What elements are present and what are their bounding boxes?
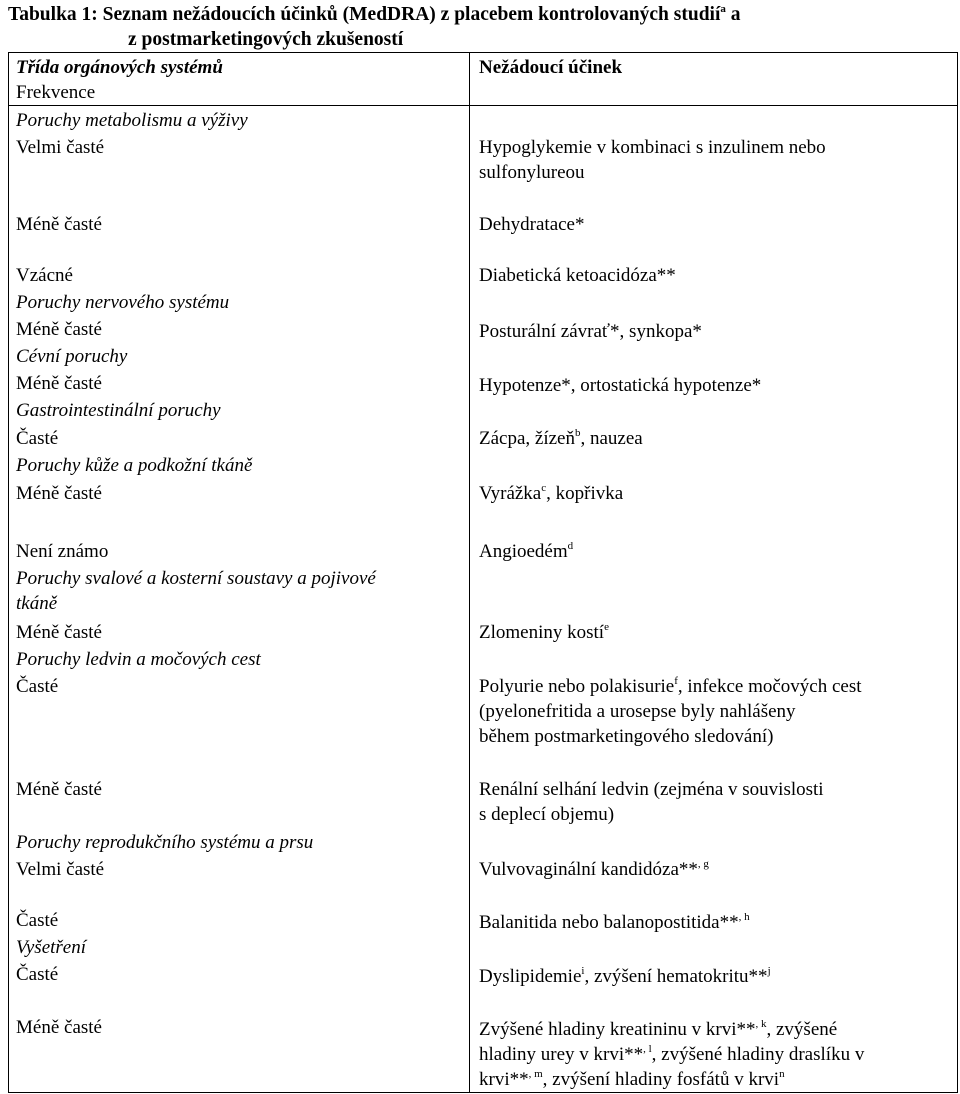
effect-text: , zvýšení hematokritu** bbox=[584, 966, 768, 987]
header-frequency: Frekvence bbox=[16, 82, 96, 103]
effect-cell: Hypotenze*, ortostatická hypotenze* bbox=[479, 375, 762, 396]
effect-cell bbox=[479, 674, 862, 749]
frequency-cell: Méně časté bbox=[16, 622, 102, 643]
effect-text: Zlomeniny kostí bbox=[479, 622, 605, 643]
footnote-marker: , m bbox=[528, 1068, 543, 1080]
header-adverse-effect: Nežádoucí účinek bbox=[479, 57, 623, 78]
soc-gastrointestinal: Gastrointestinální poruchy bbox=[16, 400, 221, 421]
footnote-marker: c bbox=[541, 482, 547, 494]
effect-text: Vyrážka bbox=[479, 483, 542, 504]
effect-text: , infekce močových cest bbox=[677, 676, 862, 697]
table-caption bbox=[8, 2, 953, 52]
soc-line: tkáně bbox=[16, 593, 58, 614]
effect-text: , kopřivka bbox=[546, 483, 624, 504]
caption-line2: z postmarketingových zkušeností bbox=[128, 29, 404, 50]
effect-text: , zvýšené bbox=[766, 1019, 838, 1040]
footnote-marker: i bbox=[581, 965, 585, 977]
soc-line: Poruchy svalové a kosterní soustavy a pojivové bbox=[16, 568, 376, 589]
adverse-effects-table bbox=[8, 52, 958, 1093]
frequency-cell: Časté bbox=[16, 910, 59, 931]
effect-text: hladiny urey v krvi** bbox=[479, 1044, 644, 1065]
soc-vascular: Cévní poruchy bbox=[16, 346, 128, 367]
effect-text: , zvýšené hladiny draslíku v bbox=[651, 1044, 865, 1065]
frequency-cell: Není známo bbox=[16, 541, 109, 562]
soc-reproductive: Poruchy reprodukčního systému a prsu bbox=[16, 832, 314, 853]
effect-cell bbox=[479, 135, 826, 185]
effect-cell bbox=[479, 1017, 864, 1092]
effect-cell bbox=[479, 426, 643, 451]
footnote-marker: b bbox=[574, 427, 581, 439]
effect-line: (pyelonefritida a urosepse byly nahlášeny bbox=[479, 701, 796, 722]
footnote-marker: j bbox=[767, 965, 771, 977]
effect-text: , nauzea bbox=[580, 428, 643, 449]
effect-text: Balanitida nebo balanopostitida** bbox=[479, 912, 739, 933]
frequency-cell: Velmi časté bbox=[16, 137, 105, 158]
caption-line1-end: a bbox=[725, 4, 741, 25]
frequency-cell: Méně časté bbox=[16, 779, 102, 800]
effect-text: Vulvovaginální kandidóza** bbox=[479, 859, 698, 880]
soc-musculoskeletal bbox=[16, 566, 376, 616]
soc-metabolism: Poruchy metabolismu a výživy bbox=[16, 110, 248, 131]
footnote-marker: n bbox=[779, 1068, 785, 1080]
effect-cell bbox=[479, 620, 609, 645]
effect-cell bbox=[479, 964, 771, 989]
frequency-cell: Méně časté bbox=[16, 483, 102, 504]
effect-text: Polyurie nebo polakisurie bbox=[479, 676, 675, 697]
footnote-marker: e bbox=[604, 621, 609, 633]
header-organ-class: Třída orgánových systémů bbox=[16, 57, 223, 78]
effect-cell bbox=[479, 910, 750, 935]
effect-line: sulfonylureou bbox=[479, 162, 585, 183]
effect-line: Hypoglykemie v kombinaci s inzulinem nebo bbox=[479, 137, 826, 158]
effect-text: Zvýšené hladiny kreatininu v krvi** bbox=[479, 1019, 756, 1040]
column-divider bbox=[469, 53, 470, 1092]
soc-nervous: Poruchy nervového systému bbox=[16, 292, 230, 313]
footnote-marker: , h bbox=[738, 911, 750, 923]
soc-renal: Poruchy ledvin a močových cest bbox=[16, 649, 261, 670]
effect-cell: Dehydratace* bbox=[479, 214, 585, 235]
frequency-cell: Méně časté bbox=[16, 373, 102, 394]
frequency-cell: Časté bbox=[16, 676, 59, 697]
effect-cell bbox=[479, 539, 573, 564]
frequency-cell: Vzácné bbox=[16, 265, 73, 286]
footnote-marker: , k bbox=[755, 1018, 767, 1030]
footnote-marker: , g bbox=[697, 858, 709, 870]
effect-text: Zácpa, žízeň bbox=[479, 428, 575, 449]
footnote-marker: , l bbox=[643, 1043, 652, 1055]
effect-text: , zvýšení hladiny fosfátů v krvi bbox=[542, 1069, 780, 1090]
frequency-cell: Časté bbox=[16, 964, 59, 985]
footnote-marker: d bbox=[567, 540, 574, 552]
effect-line: Renální selhání ledvin (zejména v souvislosti bbox=[479, 779, 824, 800]
frequency-cell: Méně časté bbox=[16, 319, 102, 340]
footnote-marker: f bbox=[674, 675, 678, 687]
effect-cell bbox=[479, 857, 709, 882]
frequency-cell: Časté bbox=[16, 428, 59, 449]
soc-skin: Poruchy kůže a podkožní tkáně bbox=[16, 455, 253, 476]
effect-text: Angioedém bbox=[479, 541, 568, 562]
effect-cell bbox=[479, 481, 623, 506]
effect-cell: Diabetická ketoacidóza** bbox=[479, 265, 676, 286]
header-divider bbox=[9, 105, 957, 106]
effect-cell: Posturální závrať*, synkopa* bbox=[479, 321, 702, 342]
soc-investigations: Vyšetření bbox=[16, 937, 87, 958]
effect-line: během postmarketingového sledování) bbox=[479, 726, 774, 747]
effect-cell bbox=[479, 777, 824, 827]
effect-text: krvi** bbox=[479, 1069, 529, 1090]
caption-line1: Tabulka 1: Seznam nežádoucích účinků (MedDRA) z placebem kontrolovaných studií bbox=[8, 4, 721, 25]
frequency-cell: Méně časté bbox=[16, 1017, 102, 1038]
frequency-cell: Méně časté bbox=[16, 214, 102, 235]
effect-line: s deplecí objemu) bbox=[479, 804, 615, 825]
effect-text: Dyslipidemie bbox=[479, 966, 582, 987]
frequency-cell: Velmi časté bbox=[16, 859, 105, 880]
caption-footnote-marker: a bbox=[720, 3, 726, 15]
